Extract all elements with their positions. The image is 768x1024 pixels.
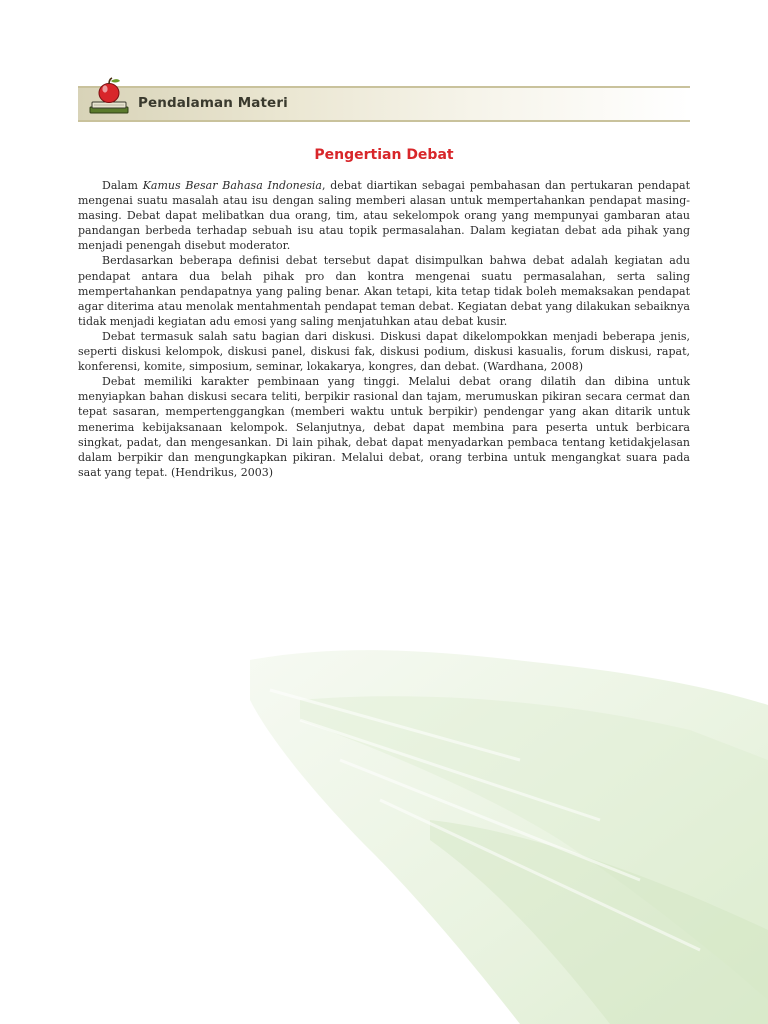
article-heading: Pengertian Debat — [314, 147, 454, 163]
paragraph-2: Berdasarkan beberapa definisi debat tersebut dapat disimpulkan bahwa debat adalah kegiatan adu pendapat antara dua belah pihak pro dan kontra mengenai suatu permasalahan, serta saling mempertahankan pendapatnya yang paling benar. Akan tetapi, kita tetap tidak boleh memaksakan pendapat agar diterima atau menolak mentahmentah pendapat teman debat. Kegiatan debat yang dilakukan sebaiknya tidak menjadi kegiatan adu emosi yang saling menjatuhkan atau debat kusir. — [78, 254, 690, 328]
apple-on-books-icon — [84, 76, 134, 120]
paragraph-1: Dalam Kamus Besar Bahasa Indonesia, debat diartikan sebagai pembahasan dan pertukaran pendapat mengenai suatu masalah atau isu dengan saling memberi alasan untuk mempertahankan pendapat masing-masing. Debat dapat melibatkan dua orang, tim, atau sekelompok orang yang mempunyai gambaran atau pandangan berbeda terhadap sebuah isu atau topik permasalahan. Dalam kegiatan debat ada pihak yang menjadi penengah disebut moderator. — [78, 179, 690, 253]
paragraph-4: Debat memiliki karakter pembinaan yang tinggi. Melalui debat orang dilatih dan dibina untuk menyiapkan bahan diskusi secara teliti, berpikir rasional dan tajam, merumuskan pikiran secara cermat dan tepat sasaran, mempertenggangkan (memberi waktu untuk berpikir) pendengar yang akan ditarik untuk menerima kebijaksanaan kelompok. Selanjutnya, debat dapat membina para peserta untuk berbicara singkat, padat, dan mengesankan. Di lain pihak, debat dapat menyadarkan pembaca tentang ketidakjelasan dalam berpikir dan mengungkapkan pikiran. Melalui debat, orang terbina untuk mengangkat suara pada saat yang tepat. (Hendrikus, 2003) — [78, 375, 690, 479]
dictionary-title: Kamus Besar Bahasa Indonesia — [142, 179, 322, 192]
article-body — [78, 178, 690, 480]
paragraph-3: Debat termasuk salah satu bagian dari diskusi. Diskusi dapat dikelompokkan menjadi beberapa jenis, seperti diskusi kelompok, diskusi panel, diskusi fak, diskusi podium, diskusi kasualis, forum diskusi, rapat, konferensi, komite, simposium, seminar, lokakarya, kongres, dan debat. (Wardhana, 2008) — [78, 329, 690, 374]
section-banner — [78, 86, 690, 122]
section-title: Pendalaman Materi — [138, 95, 288, 111]
